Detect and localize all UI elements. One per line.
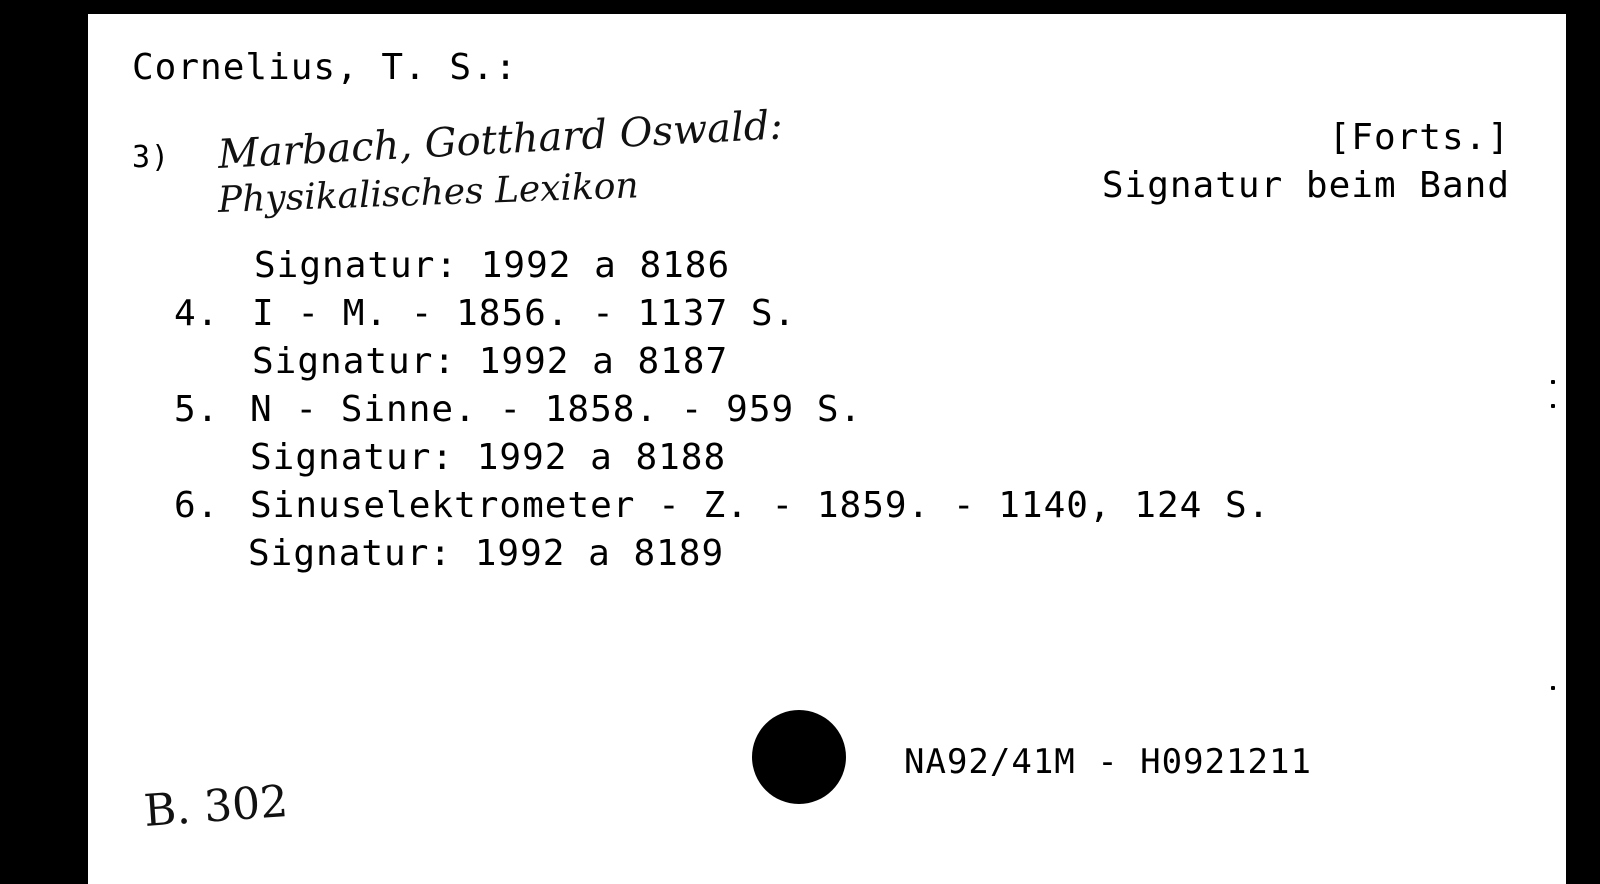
control-number: NA92/41M - H0921211 (904, 742, 1312, 782)
volume-5-number: 5. (174, 389, 220, 430)
continued-label: [Forts.] (1328, 117, 1510, 158)
handwritten-shelfmark: B. 302 (142, 775, 290, 837)
handwritten-title-line2: Physikalisches Lexikon (217, 165, 640, 221)
volume-4-description: I - M. - 1856. - 1137 S. (252, 293, 797, 334)
volume-5-signature: Signatur: 1992 a 8188 (250, 437, 727, 478)
catalog-card (88, 14, 1566, 884)
handwritten-title-line1: Marbach, Gotthard Oswald: (216, 102, 784, 178)
scan-speck (1551, 404, 1555, 408)
volume-6-signature: Signatur: 1992 a 8189 (248, 533, 725, 574)
card-heading: Cornelius, T. S.: (132, 47, 518, 88)
volume-3-signature: Signatur: 1992 a 8186 (254, 245, 731, 286)
scan-speck (1551, 686, 1555, 690)
volume-4-signature: Signatur: 1992 a 8187 (252, 341, 729, 382)
volume-6-number: 6. (174, 485, 220, 526)
volume-5-description: N - Sinne. - 1858. - 959 S. (250, 389, 863, 430)
punch-hole (752, 710, 846, 804)
scan-speck (1551, 380, 1555, 384)
volume-6-description: Sinuselektrometer - Z. - 1859. - 1140, 124 S. (250, 485, 1271, 526)
volume-4-number: 4. (174, 293, 220, 334)
entry-number: 3) (132, 140, 171, 175)
signature-note: Signatur beim Band (1101, 165, 1510, 206)
